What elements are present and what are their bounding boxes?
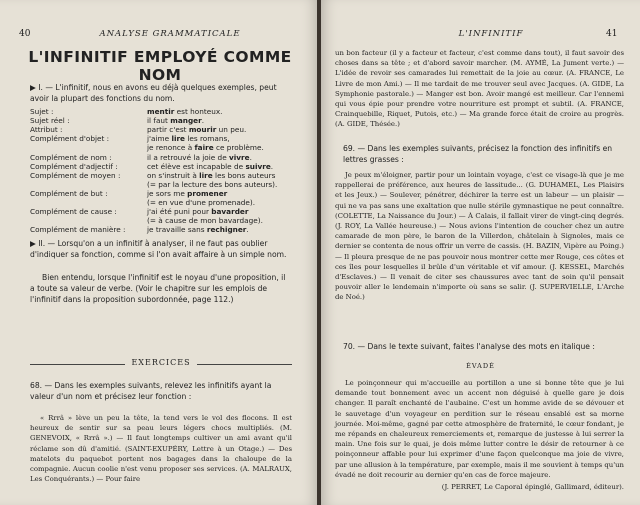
function-label: Complément de but : (30, 188, 108, 198)
function-example (147, 216, 307, 225)
example-text-end: . (246, 225, 249, 235)
function-example (147, 143, 307, 152)
exercise-70-instruction: 70. — Dans le texte suivant, faites l'analyse des mots en italique : (343, 342, 595, 351)
function-label: Sujet réel : (30, 116, 70, 126)
example-infinitive: suivre (245, 161, 271, 171)
example-text: j'aime (147, 134, 172, 144)
exercise-69-text: Je peux m'éloigner, partir pour un lointain voyage, c'est ce visage-là que je me rappellerai de préférence, aux heures de lassitude... (G. DUHAMEL, Les Plaisirs et les Jeux.) — Soulever, pénétrer, déchirer la terre est un labeur — un plaisir — qui ne va pas sans une exaltation que nulle stérile gymnastique ne peut connaître. (COLETTE, La Naissance du Jour.) — À Calais, il fallait virer de vingt-cinq degrés. (J. ROY, La Vallée heureuse.) — Nous avions l'intention de coucher chez un autre camarade de mon père, le baron de la Villerdon, châtelain à Signoles, mais ce dernier se contenta de nous offrir un verre de cassis. (H. BAZIN, Vipère au Poing.) — Il pleura presque de ne pas pouvoir nous montrer cette mer Rouge, ces côtes et ces îles pour lesquelles il brûle d'un véritable et vif amour. (J. KESSEL, Marchés d'Esclaves.) — Il venait de citer ses chaussures avec tant de soin qu'il pensait pouvoir aller le lendemain n'importe où sans se salir. (J. SUPERVIELLE, L'Arche de Noé.) (335, 171, 624, 302)
function-example (147, 116, 307, 125)
function-label: Complément de moyen : (30, 170, 121, 180)
example-text-end: ce problème. (213, 143, 264, 153)
function-label: Attribut : (30, 125, 63, 135)
example-text: (= à cause de mon bavardage). (147, 216, 263, 226)
function-label: Complément d'objet : (30, 134, 110, 144)
example-text: on s'instruit à (147, 170, 200, 180)
example-text: (= en vue d'une promenade). (147, 198, 256, 207)
running-head-right: L'INFINITIF (458, 29, 524, 39)
chapter-title: L'INFINITIF EMPLOYÉ COMME NOM (28, 48, 292, 84)
function-example (147, 198, 307, 207)
function-example (147, 180, 307, 189)
example-infinitive: mentir (147, 107, 175, 116)
exercises-heading-label: EXERCICES (125, 358, 196, 367)
exercise-70-source: (J. PERRET, Le Caporal épinglé, Gallimard, éditeur). (441, 483, 624, 491)
example-text: je renonce à (147, 143, 195, 153)
exercise-68-continuation: un bon facteur (il y a facteur et facteur, c'est comme dans tout), il faut savoir des choses dans sa tête ; et d'abord savoir marcher. (M. AYMÉ, La Jument verte.) — L'idée de revoir ses camarades lui remettait de la joie au cœur. (A. FRANCE, Le Livre de mon Ami.) — Il me tardait de me trouver seul avec Jacques. (A. GIDE, La Symphonie pastorale.) — Manger est bon. Avoir mangé est meilleur. Car l'ennemi qui vous épie pour prendre votre nourriture est prompt et subtil. (A. FRANCE, Crainquebille, Riquet, Putois, etc.) — Ma grande force était de croire au progrès. (A. GIDE, Thésée.) (335, 49, 624, 129)
example-text-end: . (201, 116, 205, 126)
function-example (147, 171, 307, 180)
example-text-end: un peu. (216, 125, 247, 135)
exercises-heading-block (30, 358, 292, 370)
page-number-left: 40 (19, 29, 31, 39)
function-example (147, 225, 307, 234)
example-infinitive: mourir (188, 125, 217, 135)
page-number-right: 41 (606, 29, 618, 39)
example-text-end: . (249, 152, 252, 162)
note-paragraph: Bien entendu, lorsque l'infinitif est le noyau d'une proposition, il a toute sa valeur de verbe. (Voir le chapitre sur les emplois de l'infinitif dans la proposition subordonnée, page 112.) (30, 273, 286, 304)
example-text-end: les bons auteurs (212, 170, 276, 180)
function-example (147, 207, 307, 216)
example-text: partir c'est (147, 125, 189, 135)
function-label: Complément d'adjectif : (30, 161, 118, 171)
function-label: Sujet : (30, 107, 54, 116)
exercise-70-text: Le poinçonneur qui m'accueille au portillon a une si bonne tête que je lui demande tout bonnement avec un accent non déguisé à quelle gare je dois changer. Il paraît enchanté de l'aubaine. C'est un homme avide de se dévouer et le sauvetage d'un voyageur en perdition sur le réseau ensablé est sa morne journée. Moi-même, gagné par cette atmosphère de fraternité, le cœur fondant, je me répands en chaleureux remerciements et, remarque de justesse à lui serrer la main. Une fois sur le quai, je dois même lutter contre le désir de retourner à ce poinçonneur affable pour lui exprimer d'une façon quelconque ma joie de vivre, par une allusion à la température, par exemple, mais il me souvient à temps qu'un évadé ne doit recourir au dernier qu'en cas de force majeure. (335, 379, 624, 479)
function-example (147, 134, 307, 143)
function-label: Complément de nom : (30, 152, 112, 162)
running-head-left: ANALYSE GRAMMATICALE (99, 29, 241, 39)
function-label: Complément de cause : (30, 207, 117, 217)
exercise-70-title: ÉVADÉ (466, 362, 495, 370)
example-text-end: est honteux. (174, 107, 223, 116)
example-text-end: . (270, 161, 274, 171)
example-text-end: les romans, (185, 134, 230, 144)
right-page (321, 0, 640, 505)
rule-two: ▶ II. — Lorsqu'on a un infinitif à analyser, il ne faut pas oublier d'indiquer sa fonction, comme si l'on avait affaire à un simple nom. (30, 239, 287, 259)
example-text: j'ai été puni pour (147, 207, 212, 217)
left-page (0, 0, 318, 505)
example-text: il faut (147, 116, 171, 126)
rule-one: ▶ I. — L'infinitif, nous en avons eu déjà quelques exemples, peut avoir la plupart des fonctions du nom. (30, 83, 277, 103)
example-infinitive: lire (171, 134, 186, 144)
function-example (147, 189, 307, 198)
exercise-69-instruction: 69. — Dans les exemples suivants, précisez la fonction des infinitifs en lettres grasses : (343, 144, 613, 164)
example-text: il a retrouvé la joie de (147, 152, 229, 162)
example-infinitive: manger (170, 116, 202, 126)
exercise-68-text: « Rrrâ » lève un peu la tête, la tend vers le vol des flocons. Il est heureux de sentir sur sa peau leurs légers chocs multipliés. (M. GENEVOIX, « Rrrâ ».) — Il faut longtemps cultiver un ami avant qu'il réclame son dû d'amitié. (SAINT-EXUPÉRY, Lettre à un Otage.) — Des matelots du paquebot portent nos bagages dans la chaloupe de la compagnie. Aucun coolie n'est venu proposer ses services. (A. MALRAUX, Les Conquérants.) — Pour faire (30, 414, 292, 484)
example-infinitive: faire (194, 143, 214, 153)
example-infinitive: bavarder (211, 207, 249, 217)
function-example (147, 162, 307, 171)
example-infinitive: vivre (229, 152, 250, 162)
example-text: cet élève est incapable de (147, 161, 246, 171)
example-text: je travaille sans (147, 225, 207, 235)
example-infinitive: lire (199, 170, 213, 180)
example-text: (= par la lecture des bons auteurs). (147, 179, 278, 189)
example-infinitive: promener (187, 188, 228, 198)
example-infinitive: rechigner (206, 225, 247, 235)
function-example (147, 107, 307, 116)
function-example (147, 153, 307, 162)
function-label: Complément de manière : (30, 225, 126, 235)
exercises-heading (30, 358, 292, 367)
exercise-68-instruction: 68. — Dans les exemples suivants, relevez les infinitifs ayant la valeur d'un nom et précisez leur fonction : (30, 381, 272, 401)
function-example (147, 125, 307, 134)
example-text: je sors me (147, 188, 188, 198)
